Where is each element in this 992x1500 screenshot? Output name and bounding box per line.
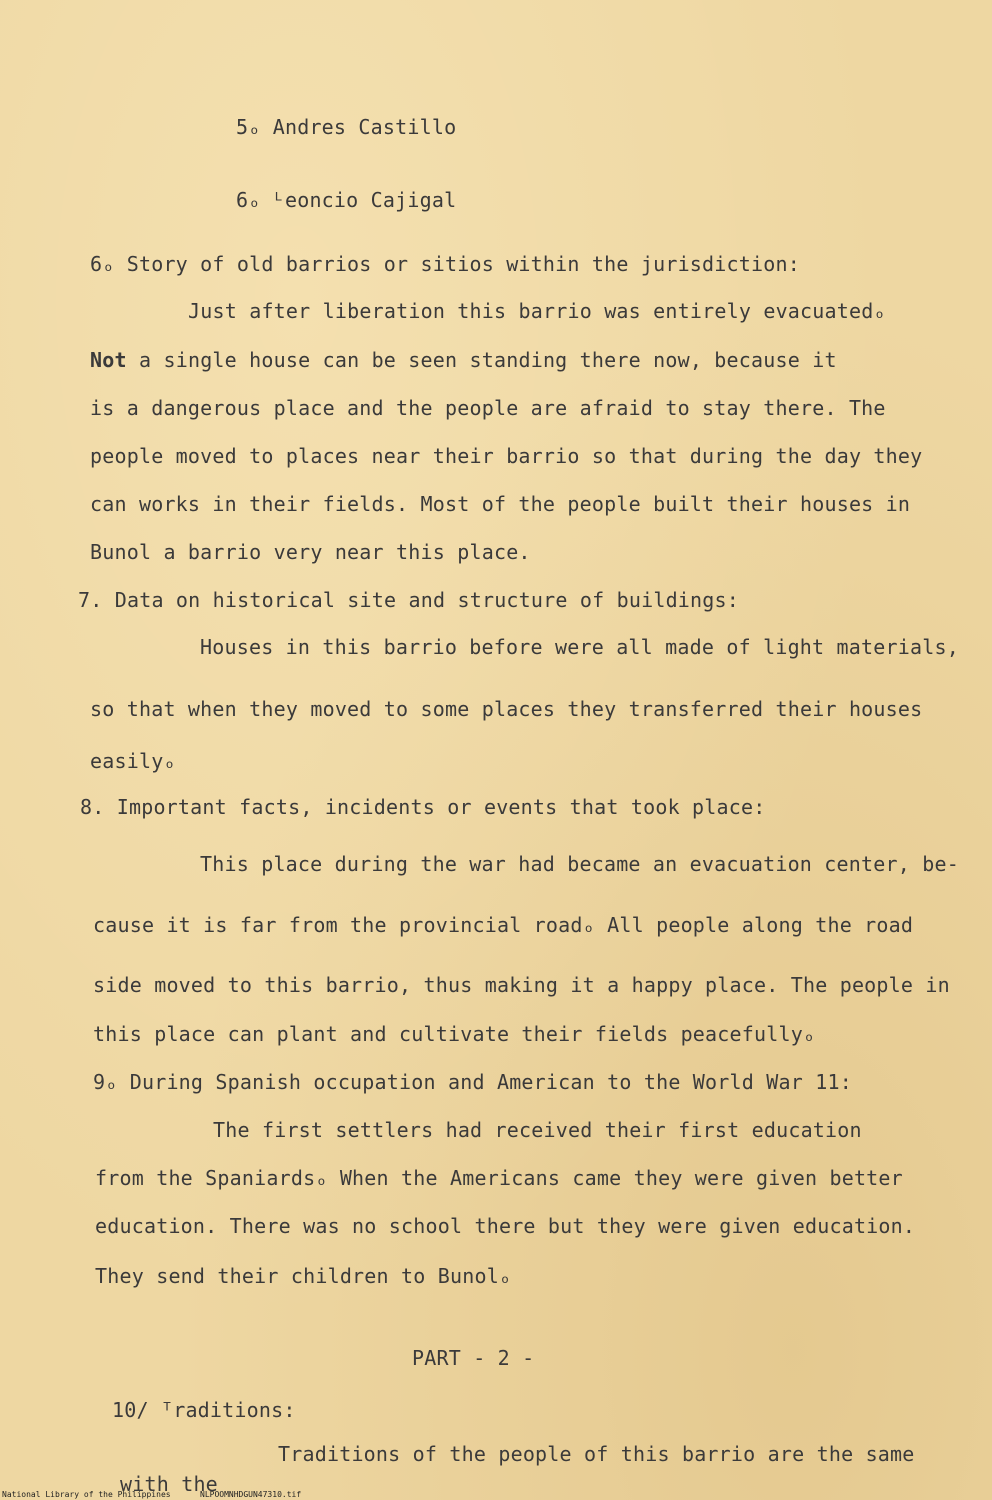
section-6-line-3: is a dangerous place and the people are afraid to stay there. The bbox=[90, 396, 886, 420]
part-title: PART - 2 - bbox=[412, 1346, 535, 1370]
scan-footer bbox=[0, 1490, 992, 1500]
section-6-line-5: can works in their fields. Most of the people built their houses in bbox=[90, 492, 911, 516]
list-item-5: 5ₒ Andres Castillo bbox=[236, 115, 457, 139]
section-10-heading: 10/ ᵀraditions: bbox=[112, 1398, 296, 1422]
section-8-line-1: This place during the war had became an evacuation center, be- bbox=[200, 852, 959, 876]
section-6-line-1: Just after liberation this barrio was entirely evacuatedₒ bbox=[188, 299, 886, 323]
section-8-line-2: cause it is far from the provincial roadₒ All people along the road bbox=[93, 913, 914, 937]
section-7-line-2: so that when they moved to some places they transferred their houses bbox=[90, 697, 923, 721]
list-item-6: 6ₒ ᴸeoncio Cajigal bbox=[236, 188, 457, 212]
section-6-line-2: Not a single house can be seen standing there now, because it bbox=[90, 348, 837, 372]
library-credit: National Library of the Philippines bbox=[2, 1490, 171, 1499]
section-8-heading: 8. Important facts, incidents or events that took place: bbox=[80, 795, 766, 819]
bold-word: Not bbox=[90, 348, 127, 372]
section-10-line-1: Traditions of the people of this barrio are the same bbox=[278, 1442, 915, 1466]
section-9-line-4: They send their children to Bunolₒ bbox=[95, 1264, 512, 1288]
section-6-heading: 6ₒ Story of old barrios or sitios within the jurisdiction: bbox=[90, 252, 800, 276]
section-9-line-2: from the Spaniardsₒ When the Americans came they were given better bbox=[95, 1166, 903, 1190]
section-7-heading: 7. Data on historical site and structure of buildings: bbox=[78, 588, 740, 612]
file-id: NLPOOMNHDGUN47310.tif bbox=[200, 1490, 302, 1499]
section-9-line-3: education. There was no school there but they were given education. bbox=[95, 1214, 916, 1238]
section-8-line-4: this place can plant and cultivate their fields peacefullyₒ bbox=[93, 1022, 816, 1046]
section-9-heading: 9ₒ During Spanish occupation and American to the World War 11: bbox=[93, 1070, 852, 1094]
section-6-line-4: people moved to places near their barrio so that during the day they bbox=[90, 444, 923, 468]
section-10-line-2: with the bbox=[120, 1472, 218, 1496]
section-7-line-1: Houses in this barrio before were all made of light materials, bbox=[200, 635, 959, 659]
section-7-line-3: easilyₒ bbox=[90, 749, 176, 773]
section-8-line-3: side moved to this barrio, thus making it a happy place. The people in bbox=[93, 973, 950, 997]
section-9-line-1: The first settlers had received their first education bbox=[213, 1118, 862, 1142]
section-6-line-6: Bunol a barrio very near this place. bbox=[90, 540, 531, 564]
